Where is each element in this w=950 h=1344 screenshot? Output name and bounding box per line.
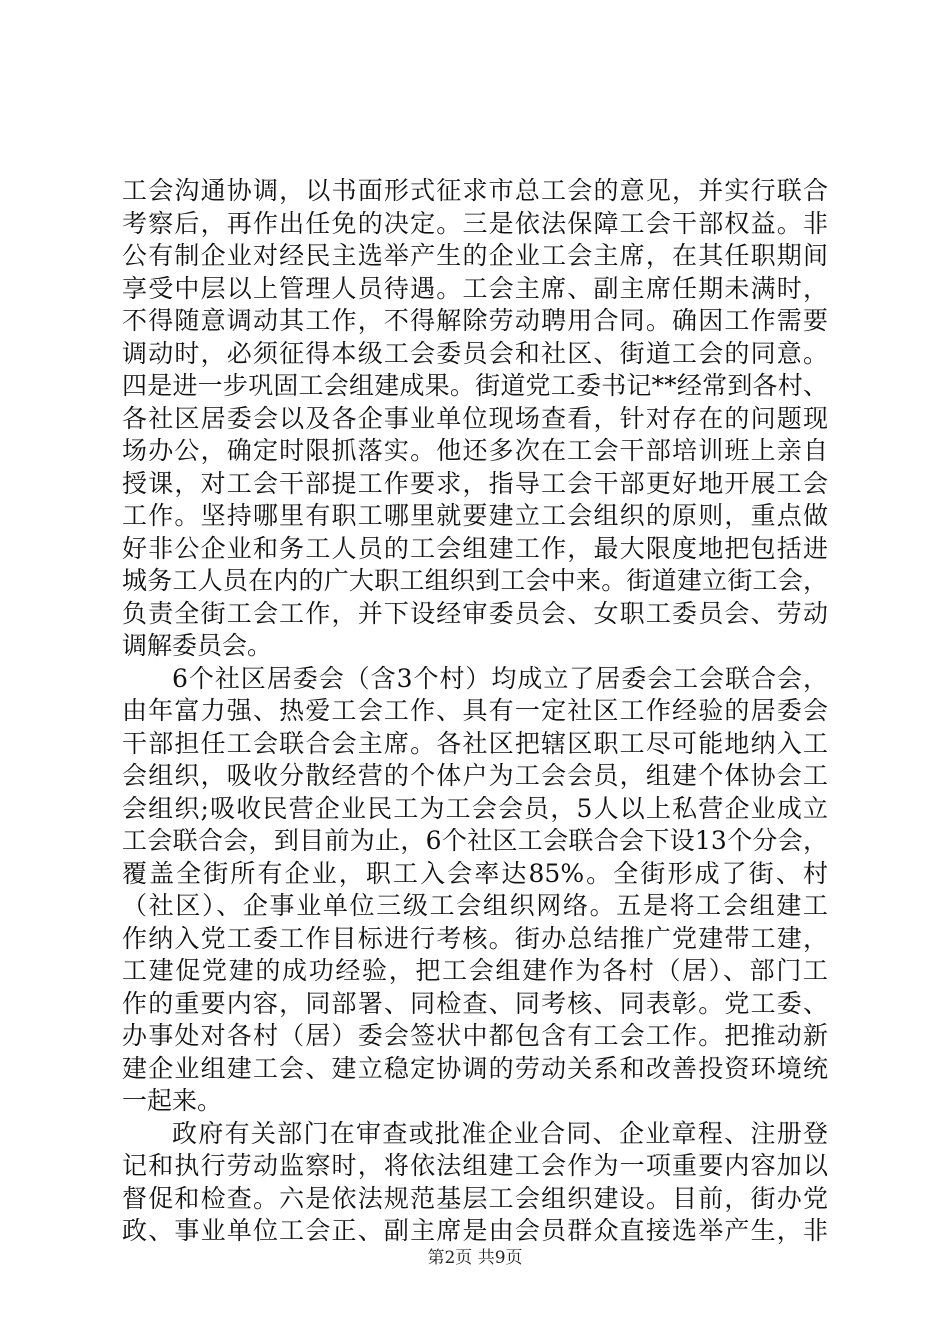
text-line: （社区）、企事业单位三级工会组织网络。五是将工会组建工 bbox=[122, 891, 828, 920]
text-line: 政府有关部门在审查或批准企业合同、企业章程、注册登 bbox=[172, 1118, 828, 1148]
text-line: 负责全街工会工作，并下设经审委员会、女职工委员会、劳动 bbox=[122, 598, 828, 628]
text-line: 工会联合会，到目前为止，6个社区工会联合会下设13个分会， bbox=[122, 826, 828, 855]
text-line: 由年富力强、热爱工会工作、具有一定社区工作经验的居委会 bbox=[122, 696, 828, 725]
text-line: 干部担任工会联合会主席。各社区把辖区职工尽可能地纳入工 bbox=[122, 728, 828, 758]
text-line: 会组织;吸收民营企业民工为工会会员，5人以上私营企业成立 bbox=[122, 793, 828, 823]
text-line: 一起来。 bbox=[122, 1086, 223, 1115]
text-line: 作的重要内容，同部署、同检查、同考核、同表彰。党工委、 bbox=[122, 988, 828, 1018]
text-line: 会组织，吸收分散经营的个体户为工会会员，组建个体协会工 bbox=[122, 761, 828, 790]
text-line: 督促和检查。六是依法规范基层工会组织建设。目前，街办党 bbox=[122, 1183, 828, 1213]
text-line: 记和执行劳动监察时，将依法组建工会作为一项重要内容加以 bbox=[122, 1151, 828, 1180]
text-line: 享受中层以上管理人员待遇。工会主席、副主席任期未满时， bbox=[122, 273, 828, 303]
text-line: 6个社区居委会（含3个村）均成立了居委会工会联合会， bbox=[172, 663, 828, 693]
text-line: 办事处对各村（居）委会签状中都包含有工会工作。把推动新 bbox=[122, 1021, 828, 1050]
text-line: 工作。坚持哪里有职工哪里就要建立工会组织的原则，重点做 bbox=[122, 501, 828, 530]
text-line: 公有制企业对经民主选举产生的企业工会主席，在其任职期间 bbox=[122, 241, 828, 270]
text-line: 好非公企业和务工人员的工会组建工作，最大限度地把包括进 bbox=[122, 533, 828, 563]
text-line: 建企业组建工会、建立稳定协调的劳动关系和改善投资环境统 bbox=[122, 1053, 828, 1083]
text-line: 不得随意调动其工作，不得解除劳动聘用合同。确因工作需要 bbox=[122, 306, 828, 335]
text-line: 授课，对工会干部提工作要求，指导工会干部更好地开展工会 bbox=[122, 468, 828, 498]
text-line: 调动时，必须征得本级工会委员会和社区、街道工会的同意。 bbox=[122, 338, 828, 368]
text-line: 各社区居委会以及各企事业单位现场查看，针对存在的问题现 bbox=[122, 403, 828, 433]
text-line: 四是进一步巩固工会组建成果。街道党工委书记**经常到各村、 bbox=[122, 371, 828, 400]
text-line: 考察后，再作出任免的决定。三是依法保障工会干部权益。非 bbox=[122, 208, 828, 238]
text-line: 城务工人员在内的广大职工组织到工会中来。街道建立街工会， bbox=[122, 566, 828, 595]
text-line: 调解委员会。 bbox=[122, 631, 273, 660]
text-line: 作纳入党工委工作目标进行考核。街办总结推广党建带工建， bbox=[122, 923, 828, 953]
text-line: 覆盖全街所有企业，职工入会率达85%。全街形成了街、村 bbox=[122, 858, 828, 888]
text-line: 场办公，确定时限抓落实。他还多次在工会干部培训班上亲自 bbox=[122, 436, 828, 465]
text-line: 工建促党建的成功经验，把工会组建作为各村（居）、部门工 bbox=[122, 956, 828, 985]
document-body bbox=[122, 175, 828, 1248]
page-footer: 第2页 共9页 bbox=[427, 1248, 523, 1268]
text-line: 政、事业单位工会正、副主席是由会员群众直接选举产生，非 bbox=[122, 1216, 828, 1245]
text-line: 工会沟通协调，以书面形式征求市总工会的意见，并实行联合 bbox=[122, 176, 828, 205]
